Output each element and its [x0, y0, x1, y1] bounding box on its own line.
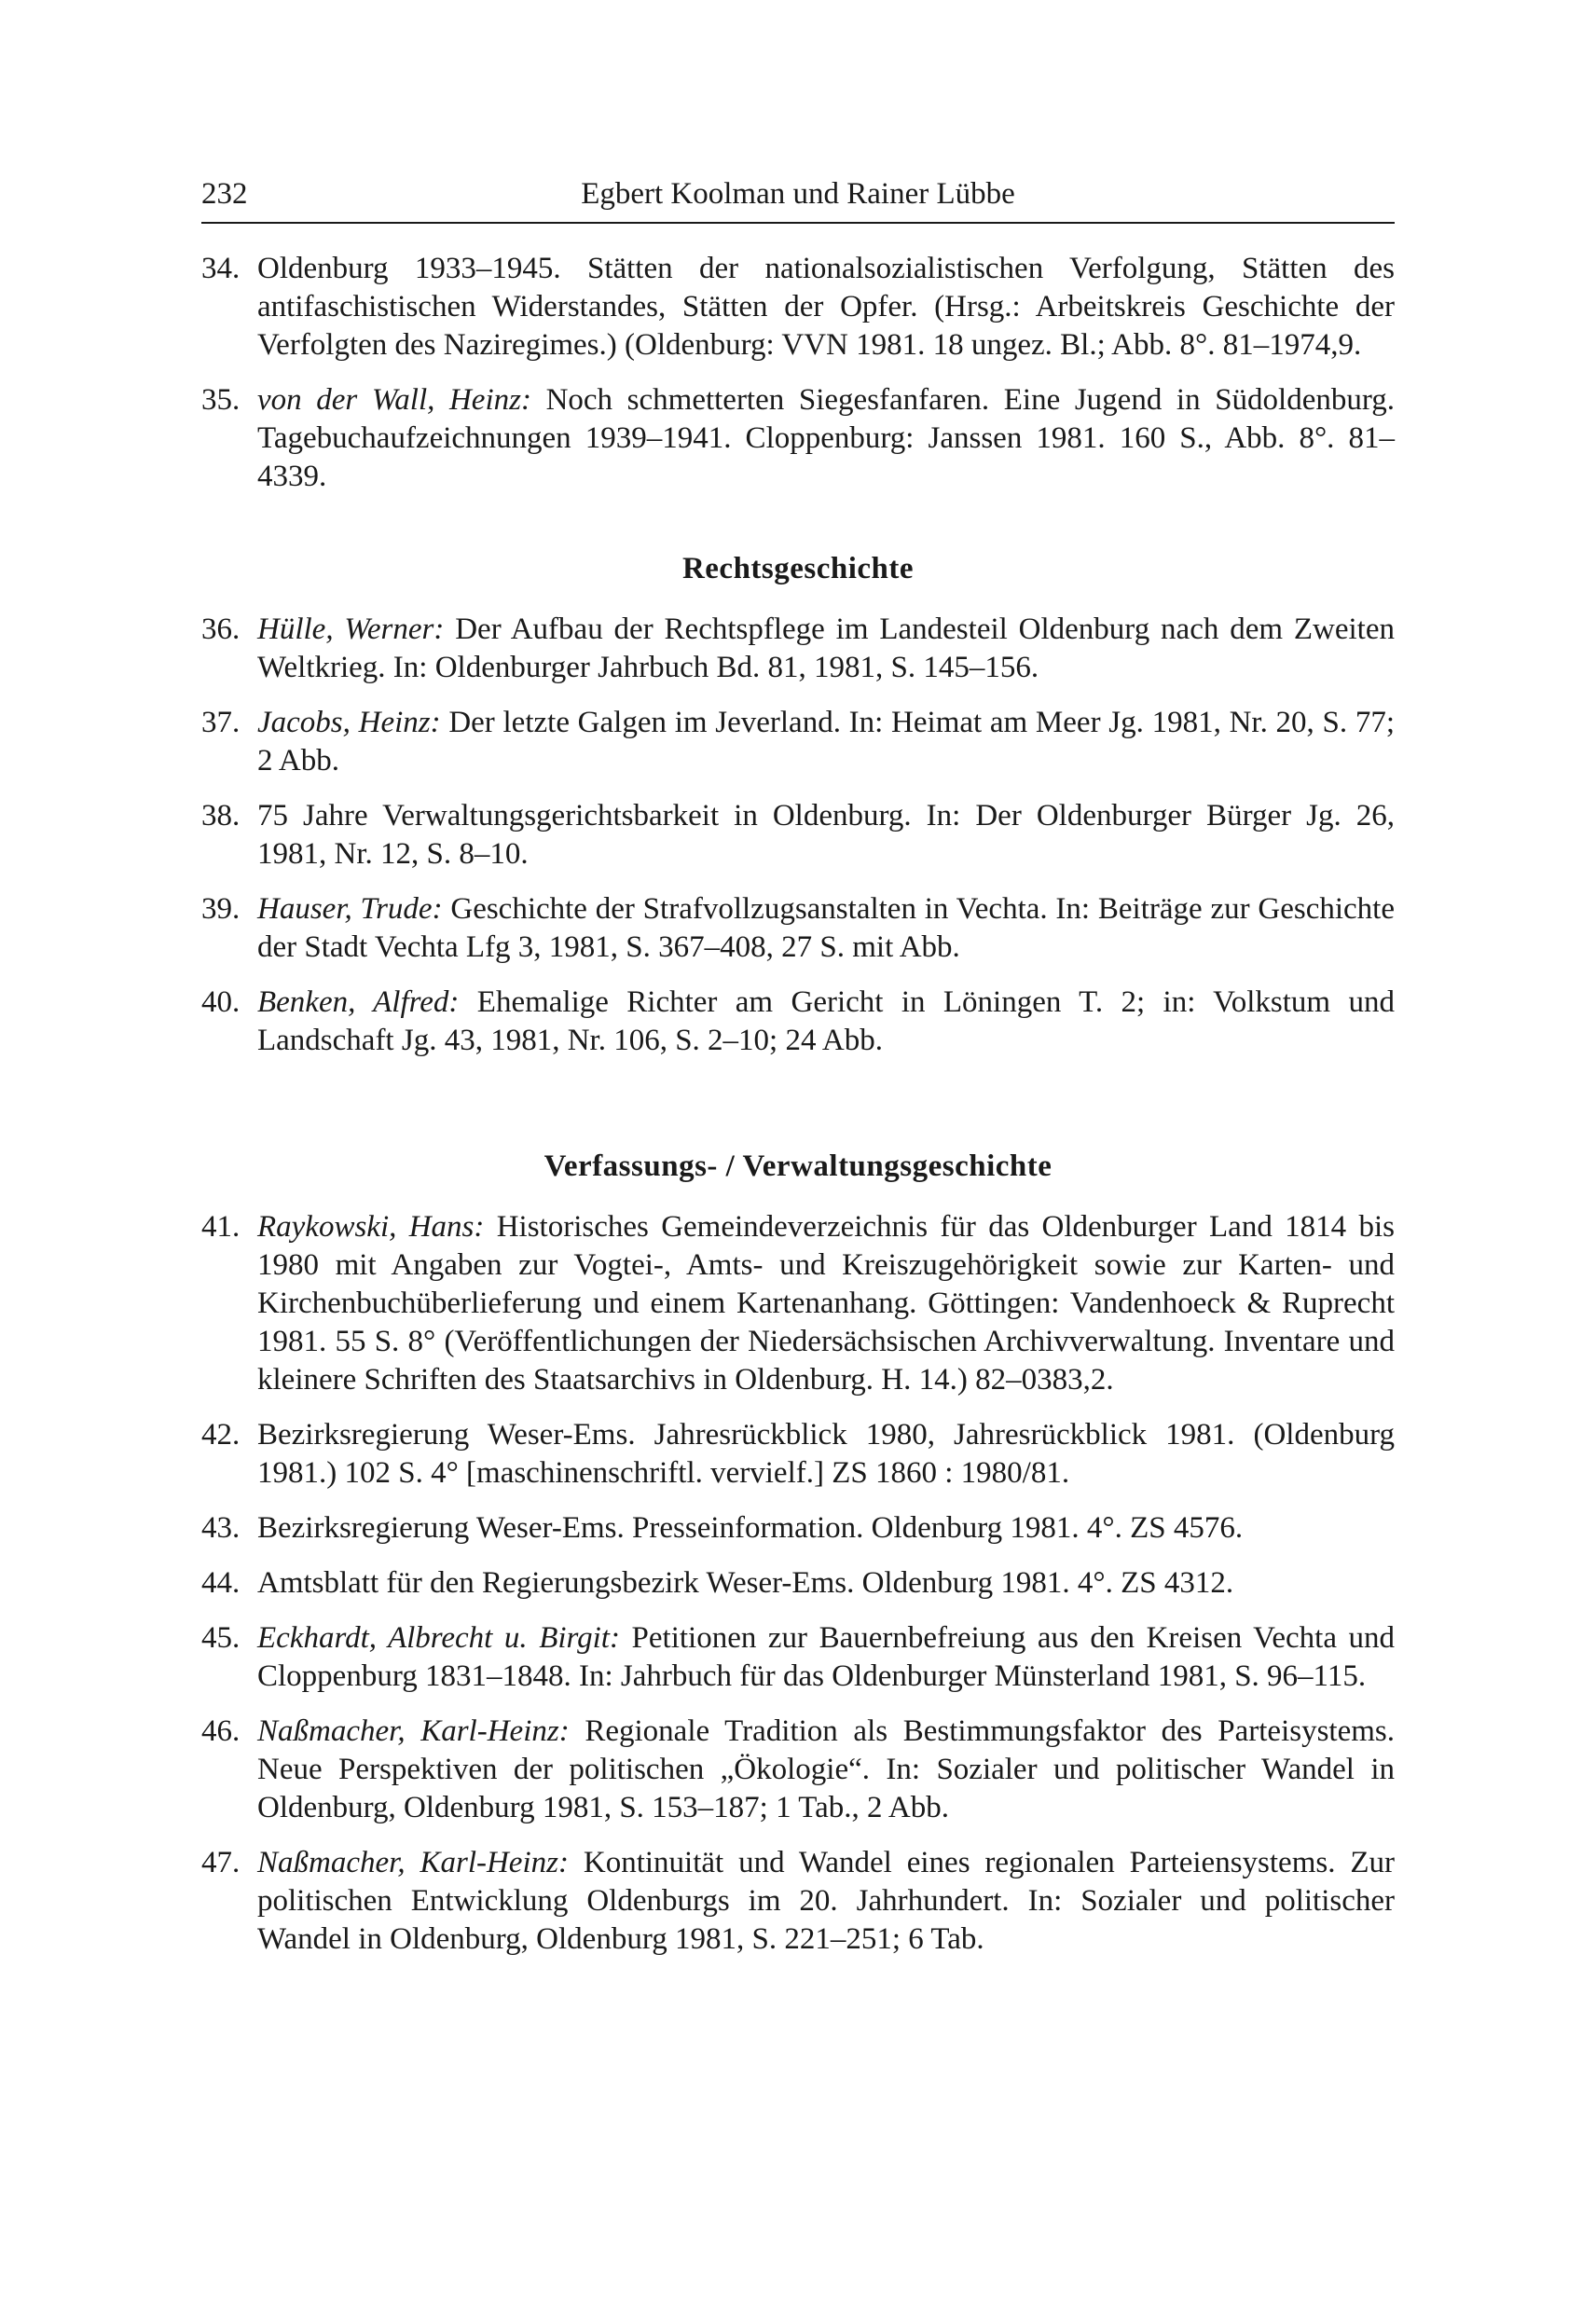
entry-author: Naßmacher, Karl-Heinz:: [257, 1846, 569, 1879]
entry-text: Ehemalige Richter am Gericht in Löningen T. 2; in: Volkstum und Landschaft Jg. 43, 1981, Nr. 106, S. 2–10; 24 Abb.: [257, 985, 1395, 1057]
entry-author: Hauser, Trude:: [257, 892, 443, 926]
entry-number: 46.: [201, 1714, 241, 1748]
entry-text: Historisches Gemeindeverzeichnis für das Oldenburger Land 1814 bis 1980 mit Angaben zur Vogtei-, Amts- und Kreiszugehörigkeit sowie zur Karten- und Kirchenbuchüberlieferung und einem Kartenanhang. Göttingen: Vandenhoeck & Ruprecht 1981. 55 S. 8° (Veröffentlichungen der Niedersächsischen Archivverwaltung. Inventare und kleinere Schriften des Staatsarchivs in Oldenburg. H. 14.) 82–0383,2.: [257, 1210, 1395, 1397]
entry-author: Raykowski, Hans:: [257, 1210, 485, 1244]
bibliography-content: [201, 250, 1395, 1975]
entry-43: [201, 1509, 1395, 1548]
entry-author: Hülle, Werner:: [257, 612, 445, 646]
header-rule: [201, 222, 1395, 224]
entry-number: 42.: [201, 1418, 241, 1452]
entry-number: 38.: [201, 799, 241, 833]
entry-text: Amtsblatt für den Regierungsbezirk Weser-Ems. Oldenburg 1981. 4°. ZS 4312.: [257, 1566, 1234, 1600]
entry-number: 36.: [201, 612, 241, 646]
section-heading-rechtsgeschichte: Rechtsgeschichte: [681, 552, 915, 585]
entry-41: [201, 1208, 1395, 1399]
entry-text: Der Aufbau der Rechtspflege im Landesteil Oldenburg nach dem Zweiten Weltkrieg. In: Oldenburger Jahrbuch Bd. 81, 1981, S. 145–156.: [257, 612, 1395, 684]
entry-text: Oldenburg 1933–1945. Stätten der nationalsozialistischen Verfolgung, Stätten des antifaschistischen Widerstandes, Stätten der Opfer. (Hrsg.: Arbeitskreis Geschichte der Verfolgten des Naziregimes.) (Oldenburg: VVN 1981. 18 ungez. Bl.; Abb. 8°. 81–1974,9.: [257, 252, 1395, 362]
entry-author: von der Wall, Heinz:: [257, 383, 531, 417]
entry-text: Petitionen zur Bauernbefreiung aus den Kreisen Vechta und Cloppenburg 1831–1848. In: Jahrbuch für das Oldenburger Münsterland 1981, S. 96–115.: [257, 1621, 1396, 1693]
entry-37: [201, 704, 1395, 780]
entry-45: [201, 1619, 1395, 1696]
entry-text: Noch schmetterten Siegesfanfaren. Eine Jugend in Südoldenburg. Tagebuchaufzeichnungen 1939–1941. Cloppenburg: Janssen 1981. 160 S., Abb. 8°. 81–4339.: [257, 383, 1395, 493]
entry-author: Benken, Alfred:: [257, 985, 460, 1019]
entry-42: [201, 1416, 1395, 1493]
page-header: [201, 166, 1395, 222]
entry-text: Regionale Tradition als Bestimmungsfaktor des Parteisystems. Neue Perspektiven der politischen „Ökologie“. In: Sozialer und politischer Wandel in Oldenburg, Oldenburg 1981, S. 153–187; 1 Tab., 2 Abb.: [257, 1714, 1396, 1824]
entry-text: Der letzte Galgen im Jeverland. In: Heimat am Meer Jg. 1981, Nr. 20, S. 77; 2 Abb.: [257, 706, 1395, 778]
entry-number: 39.: [201, 892, 241, 926]
entry-44: [201, 1564, 1395, 1603]
entry-number: 41.: [201, 1210, 241, 1244]
entry-author: Jacobs, Heinz:: [257, 706, 441, 739]
running-head: Egbert Koolman und Rainer Lübbe: [581, 177, 1015, 211]
section-heading-verfassungsgeschichte: Verfassungs- / Verwaltungsgeschichte: [543, 1149, 1053, 1183]
entry-38: [201, 797, 1395, 874]
entry-40: [201, 984, 1395, 1060]
entry-number: 44.: [201, 1566, 241, 1600]
entry-39: [201, 890, 1395, 967]
entry-text: Geschichte der Strafvollzugsanstalten in Vechta. In: Beiträge zur Geschichte der Stadt Vechta Lfg 3, 1981, S. 367–408, 27 S. mit Abb.: [257, 892, 1395, 964]
entry-text: Bezirksregierung Weser-Ems. Jahresrückblick 1980, Jahresrückblick 1981. (Oldenburg 1981.) 102 S. 4° [maschinenschriftl. vervielf.] ZS 1860 : 1980/81.: [257, 1418, 1395, 1490]
entry-number: 47.: [201, 1846, 241, 1879]
entry-text: 75 Jahre Verwaltungsgerichtsbarkeit in Oldenburg. In: Der Oldenburger Bürger Jg. 26, 1981, Nr. 12, S. 8–10.: [257, 799, 1395, 871]
entry-46: [201, 1713, 1395, 1827]
entry-number: 34.: [201, 252, 241, 285]
entry-author: Eckhardt, Albrecht u. Birgit:: [257, 1621, 620, 1655]
page-number: 232: [201, 177, 248, 211]
entry-36: [201, 611, 1395, 687]
entry-35: [201, 381, 1395, 496]
entry-number: 35.: [201, 383, 241, 417]
entry-text: Bezirksregierung Weser-Ems. Presseinformation. Oldenburg 1981. 4°. ZS 4576.: [257, 1511, 1244, 1545]
entry-34: [201, 250, 1395, 365]
entry-47: [201, 1844, 1395, 1959]
entry-author: Naßmacher, Karl-Heinz:: [257, 1714, 570, 1748]
entry-number: 37.: [201, 706, 241, 739]
entry-number: 40.: [201, 985, 241, 1019]
entry-number: 45.: [201, 1621, 241, 1655]
entry-text: Kontinuität und Wandel eines regionalen Parteiensystems. Zur politischen Entwicklung Oldenburgs im 20. Jahrhundert. In: Sozialer und politischer Wandel in Oldenburg, Oldenburg 1981, S. 221–251; 6 Tab.: [257, 1846, 1396, 1956]
entry-number: 43.: [201, 1511, 241, 1545]
